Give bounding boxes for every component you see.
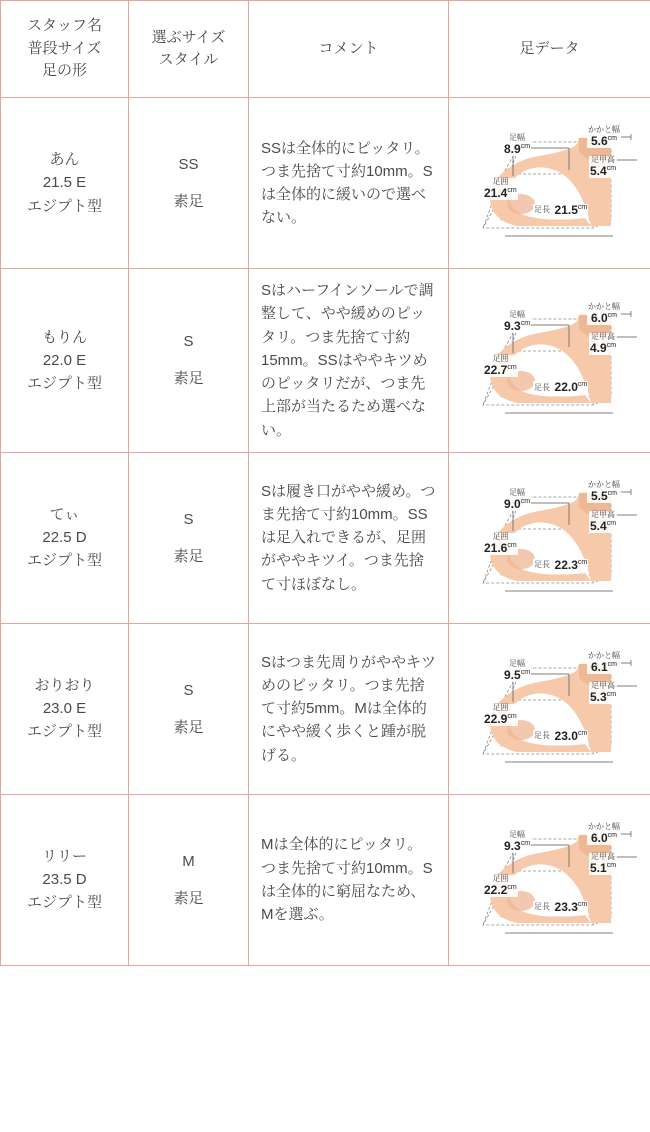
foot-girth-measure — [483, 355, 518, 377]
staff-foot-shape: エジプト型 — [26, 894, 102, 912]
unit-label: cm — [606, 342, 617, 350]
unit-label: cm — [577, 558, 588, 566]
foot-length-measure — [533, 730, 588, 743]
wearing-style: 素足 — [173, 193, 204, 210]
heel-width-label: かかと幅 — [588, 125, 620, 134]
comment-cell: SSは全体的にピッタリ。つま先捨て寸約10mm。Sは全体的に緩いので選べない。 — [249, 98, 449, 269]
comment-cell: Mは全体的にピッタリ。つま先捨て寸約10mm。Sは全体的に窮屈なため、Mを選ぶ。 — [249, 794, 449, 965]
chosen-size-cell — [129, 269, 249, 453]
table-header-row — [1, 1, 650, 98]
chosen-size: SS — [178, 155, 199, 173]
girth-label: 足囲 — [492, 702, 509, 712]
staff-profile-cell — [1, 623, 129, 794]
girth-value: 22.9 — [484, 711, 508, 726]
staff-name: あん — [49, 151, 80, 169]
foot-width-measure — [503, 660, 531, 682]
staff-foot-shape: エジプト型 — [26, 375, 102, 392]
staff-usual-size: 22.5 D — [42, 529, 87, 547]
instep-label: 足甲高 — [591, 851, 616, 861]
header-line: 足データ — [519, 39, 580, 57]
chosen-size: M — [182, 852, 195, 870]
foot-data-cell — [449, 269, 650, 453]
header-line: コメント — [318, 39, 379, 57]
staff-profile-cell — [1, 794, 129, 965]
instep-value: 5.3 — [590, 689, 607, 704]
unit-label: cm — [607, 660, 618, 668]
unit-label: cm — [577, 900, 588, 908]
wearing-style: 素足 — [173, 889, 204, 907]
staff-profile-cell — [1, 269, 129, 453]
foot-width-label: 足幅 — [509, 658, 526, 668]
wearing-style: 素足 — [173, 718, 204, 736]
unit-label: cm — [577, 729, 588, 737]
length-value: 23.0 — [554, 728, 578, 743]
foot-diagram — [461, 108, 650, 258]
foot-diagram — [461, 634, 650, 784]
heel-width-measure — [587, 126, 621, 148]
girth-label: 足囲 — [492, 873, 509, 883]
heel-width-label: かかと幅 — [588, 302, 620, 312]
spacer — [141, 873, 236, 887]
foot-data-cell — [449, 452, 650, 623]
foot-width-measure — [503, 831, 531, 853]
heel-width-measure — [587, 481, 621, 503]
staff-profile-cell — [1, 452, 129, 623]
comment-cell: Sはハーフインソールで調整して、やや緩めのピッタリ。つま先捨て寸約15mm。SSはややキツめのピッタリだが、つま先上部が当たるため選べない。 — [249, 269, 449, 453]
table-body — [1, 98, 650, 966]
staff-foot-shape: エジプト型 — [26, 723, 102, 741]
unit-label: cm — [520, 839, 531, 847]
girth-value: 22.2 — [484, 882, 508, 897]
column-header-chosen-size — [129, 1, 249, 98]
foot-length-measure — [533, 381, 588, 394]
length-value: 22.3 — [554, 557, 578, 572]
length-value: 23.3 — [554, 899, 578, 914]
table-header — [1, 1, 650, 98]
girth-value: 22.7 — [484, 363, 508, 378]
girth-label: 足囲 — [492, 354, 509, 364]
unit-label: cm — [607, 489, 618, 497]
wearing-style: 素足 — [173, 547, 204, 565]
foot-width-measure — [503, 134, 531, 156]
instep-label: 足甲高 — [591, 155, 616, 164]
header-line: 選ぶサイズ — [151, 28, 226, 46]
header-line: 普段サイズ — [27, 39, 102, 57]
foot-width-value: 8.9 — [504, 141, 521, 156]
foot-girth-measure — [483, 704, 518, 726]
comment-cell: Sはつま先周りがややキツめのピッタリ。つま先捨て寸約5mm。Mは全体的にやや緩く歩くと踵が脱げる。 — [249, 623, 449, 794]
heel-width-value: 5.6 — [590, 133, 608, 148]
table-row — [1, 98, 650, 269]
chosen-size-cell — [129, 623, 249, 794]
table-row — [1, 269, 650, 453]
unit-label: cm — [520, 497, 531, 505]
comment-cell: Sは履き口がやや緩め。つま先捨て寸約10mm。SSは足入れできるが、足囲がややキツイ。つま先捨て寸ほぼなし。 — [249, 452, 449, 623]
unit-label: cm — [606, 164, 617, 172]
foot-width-label: 足幅 — [509, 829, 526, 839]
foot-girth-measure — [483, 533, 518, 555]
foot-length-measure — [533, 901, 588, 914]
unit-label: cm — [607, 831, 618, 839]
spacer — [141, 702, 236, 716]
header-line: スタイル — [158, 51, 219, 68]
staff-usual-size: 21.5 E — [42, 174, 87, 192]
table-row — [1, 452, 650, 623]
unit-label: cm — [606, 519, 617, 527]
length-label: 足長 — [534, 382, 550, 392]
wearing-style: 素足 — [173, 370, 204, 388]
unit-label: cm — [520, 668, 531, 676]
column-header-comment — [249, 1, 449, 98]
unit-label: cm — [507, 364, 517, 372]
staff-name: てぃ — [49, 505, 80, 523]
foot-width-value: 9.3 — [504, 838, 521, 853]
staff-profile-cell — [1, 98, 129, 269]
foot-width-value: 9.3 — [504, 319, 521, 334]
foot-width-value: 9.5 — [504, 667, 521, 682]
unit-label: cm — [606, 690, 617, 698]
instep-value: 5.4 — [590, 163, 607, 178]
column-header-foot-data — [449, 1, 650, 98]
unit-label: cm — [507, 186, 517, 194]
heel-width-measure — [587, 303, 621, 325]
heel-width-value: 6.1 — [590, 659, 608, 674]
foot-length-measure — [533, 559, 588, 572]
table-row — [1, 623, 650, 794]
chosen-size: S — [183, 681, 194, 699]
staff-name: もりん — [41, 328, 87, 346]
length-value: 21.5 — [554, 203, 578, 217]
heel-width-label: かかと幅 — [588, 821, 620, 831]
length-label: 足長 — [534, 205, 550, 215]
foot-data-cell — [449, 98, 650, 269]
girth-label: 足囲 — [492, 177, 509, 186]
unit-label: cm — [607, 312, 618, 320]
chosen-size-cell — [129, 98, 249, 269]
header-line: 足の形 — [41, 62, 87, 80]
unit-label: cm — [606, 861, 617, 869]
instep-height-measure — [589, 156, 617, 178]
unit-label: cm — [607, 134, 618, 142]
foot-width-measure — [503, 489, 531, 511]
instep-height-measure — [589, 853, 617, 875]
instep-label: 足甲高 — [591, 509, 616, 519]
length-value: 22.0 — [554, 380, 578, 395]
instep-label: 足甲高 — [591, 680, 616, 690]
unit-label: cm — [520, 142, 531, 150]
foot-diagram — [461, 285, 650, 435]
heel-width-label: かかと幅 — [588, 650, 620, 660]
staff-usual-size: 22.0 E — [42, 351, 87, 369]
staff-name: リリー — [41, 847, 87, 865]
instep-value: 4.9 — [590, 341, 607, 356]
unit-label: cm — [520, 320, 531, 328]
instep-value: 5.1 — [590, 860, 607, 875]
column-header-staff — [1, 1, 129, 98]
chosen-size-cell — [129, 794, 249, 965]
heel-width-measure — [587, 823, 621, 845]
unit-label: cm — [507, 712, 517, 720]
instep-height-measure — [589, 511, 617, 533]
foot-girth-measure — [483, 178, 518, 200]
foot-width-value: 9.0 — [504, 496, 521, 511]
instep-label: 足甲高 — [591, 332, 616, 342]
unit-label: cm — [577, 381, 588, 389]
instep-height-measure — [589, 682, 617, 704]
foot-width-label: 足幅 — [509, 133, 526, 142]
header-line: スタッフ名 — [26, 17, 102, 35]
chosen-size: S — [183, 333, 194, 351]
unit-label: cm — [507, 883, 517, 891]
staff-name: おりおり — [34, 676, 95, 694]
heel-width-value: 6.0 — [590, 830, 608, 845]
unit-label: cm — [507, 541, 517, 549]
foot-data-cell — [449, 794, 650, 965]
staff-foot-shape: エジプト型 — [26, 197, 102, 215]
chosen-size: S — [183, 510, 194, 528]
unit-label: cm — [577, 204, 588, 211]
instep-height-measure — [589, 333, 617, 355]
spacer — [141, 353, 236, 367]
instep-value: 5.4 — [590, 518, 607, 533]
foot-width-label: 足幅 — [509, 487, 526, 497]
spacer — [141, 176, 236, 190]
heel-width-measure — [587, 652, 621, 674]
chosen-size-cell — [129, 452, 249, 623]
foot-length-measure — [533, 204, 588, 217]
staff-usual-size: 23.0 E — [42, 700, 87, 718]
heel-width-value: 6.0 — [590, 311, 608, 326]
table-row — [1, 794, 650, 965]
girth-value: 21.6 — [484, 540, 508, 555]
length-label: 足長 — [534, 559, 550, 569]
foot-width-measure — [503, 311, 531, 333]
foot-diagram — [461, 463, 650, 613]
spacer — [141, 531, 236, 545]
heel-width-label: かかと幅 — [588, 479, 620, 489]
staff-foot-shape: エジプト型 — [26, 552, 102, 570]
length-label: 足長 — [534, 730, 550, 740]
foot-girth-measure — [483, 875, 518, 897]
foot-data-cell — [449, 623, 650, 794]
heel-width-value: 5.5 — [590, 488, 608, 503]
girth-label: 足囲 — [492, 531, 509, 541]
staff-usual-size: 23.5 D — [42, 871, 87, 889]
girth-value: 21.4 — [484, 185, 508, 200]
foot-width-label: 足幅 — [509, 310, 526, 320]
foot-diagram — [461, 805, 650, 955]
length-label: 足長 — [534, 901, 550, 911]
